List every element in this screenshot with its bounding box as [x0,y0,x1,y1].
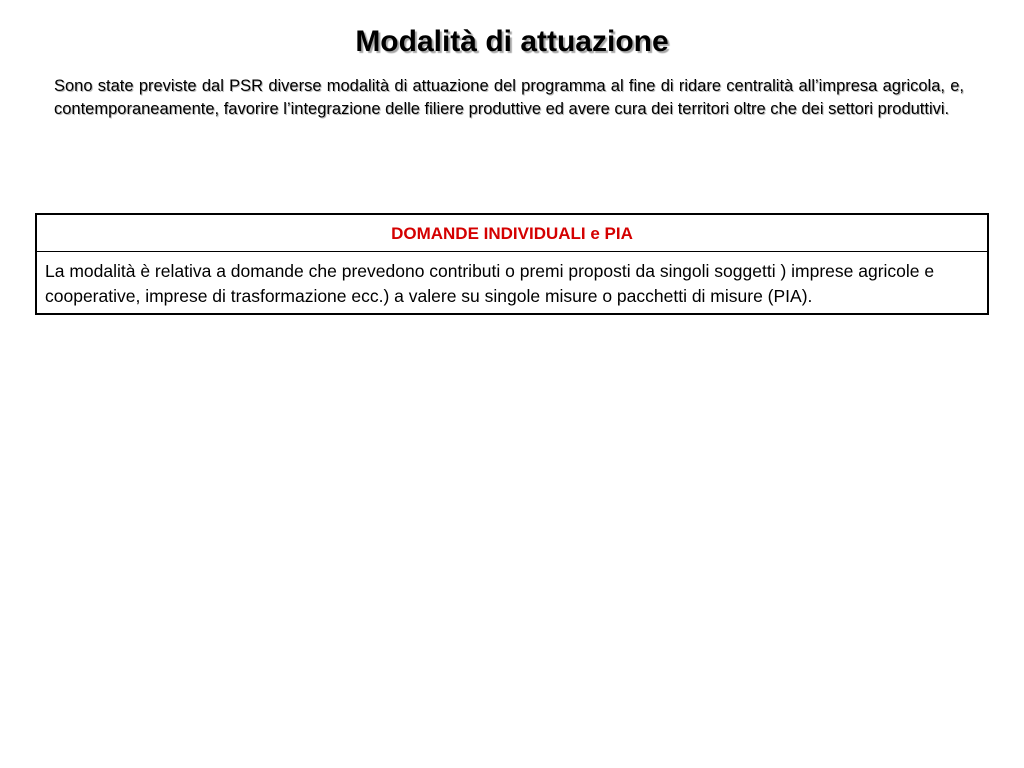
info-table-body [36,252,988,315]
table-body-cell: La modalità è relativa a domande che prevedono contributi o premi proposti da singoli soggetti ) imprese agricole e cooperative, imprese di trasformazione ecc.) a valere su singole misure o pacchetti di misure (PIA). [36,252,988,315]
slide-title: Modalità di attuazione [355,25,669,58]
info-table-head [36,214,988,252]
table-header-cell: DOMANDE INDIVIDUALI e PIA [36,214,988,252]
table-header-row [36,214,988,252]
table-row [36,252,988,315]
info-table [35,213,989,315]
intro-paragraph: Sono state previste dal PSR diverse modalità di attuazione del programma al fine di ridare centralità all’impresa agricola, e, contemporaneamente, favorire l’integrazione delle filiere produttive ed avere cura dei territori oltre che dei settori produttivi. [54,77,964,118]
